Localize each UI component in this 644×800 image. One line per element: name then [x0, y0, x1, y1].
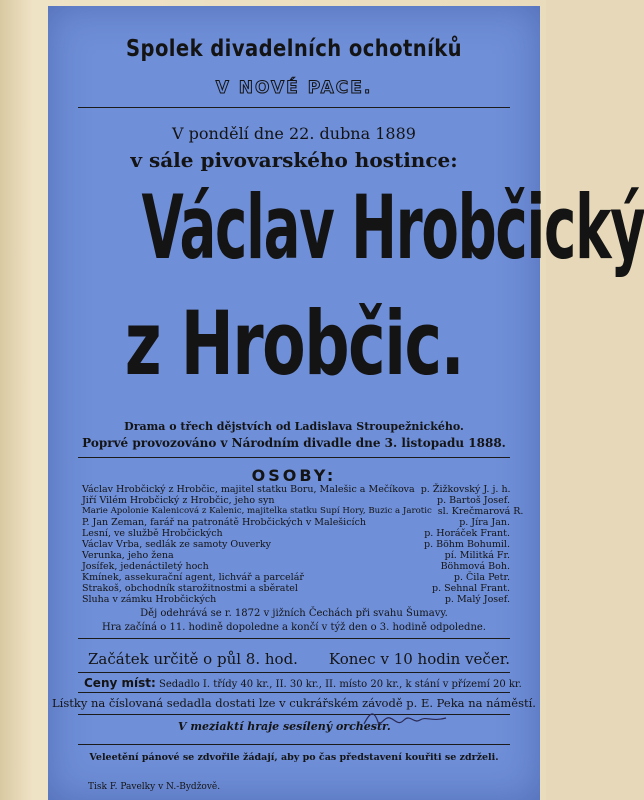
play-setting: Děj odehrává se r. 1872 v jižních Čechách při svahu Šumavy. [140, 608, 448, 619]
cast-heading: OSOBY: [251, 466, 337, 485]
play-premiere: Poprvé provozováno v Národním divadle dne 3. listopadu 1888. [82, 436, 506, 450]
cast-row [82, 484, 510, 495]
tickets-info: Lístky na číslovaná sedadla dostati lze v cukrářském závodě p. E. Peka na náměstí. [52, 696, 536, 710]
cast-role: Václav Hrobčický z Hrobčic, majitel statku Boru, Malešic a Mečíkova [82, 484, 415, 495]
cast-role: P. Jan Zeman, farář na patronátě Hrobčických v Malešicích [82, 517, 367, 528]
orchestra-note: V meziaktí hraje sesílený orchestr. [178, 720, 391, 733]
cast-row [82, 561, 510, 572]
cast-actor: p. Böhm Bohumil. [423, 539, 510, 550]
cast-role: Josífek, jedenáctiletý hoch [82, 561, 209, 572]
town-name: V NOVÉ PACE. [215, 78, 373, 98]
cast-role: Jiří Vilém Hrobčický z Hrobčic, jeho syn [82, 495, 275, 506]
cast-row [82, 517, 510, 528]
prices-text: Sedadlo I. třídy 40 kr., II. 30 kr., II. místo 20 kr., k stání v přízemí 20 kr. [158, 679, 522, 690]
cast-actor: p. Horáček Frant. [424, 528, 510, 539]
cast-row [82, 528, 510, 539]
cast-role: Lesní, ve službě Hrobčických [82, 528, 223, 539]
cast-row [82, 583, 510, 594]
cast-role: Verunka, jeho žena [82, 550, 174, 561]
cast-actor: p. Čila Petr. [453, 572, 510, 583]
cast-actor: p. Žižkovský J. j. h. [420, 484, 511, 495]
prices-line [84, 676, 522, 690]
cast-role: Marie Apolonie Kalenicová z Kalenic, majitelka statku Supí Hory, Buzic a Jarotic [82, 506, 432, 516]
divider [78, 672, 510, 673]
cast-row [82, 506, 524, 517]
cast-actor: Böhmová Boh. [440, 561, 510, 572]
theatre-poster [48, 6, 644, 800]
play-subtitle: Drama o třech dějstvích od Ladislava Stroupežnického. [124, 420, 464, 433]
cast-list [82, 484, 524, 605]
cast-row [82, 594, 510, 605]
play-title-line1: Václav Hrobčický [141, 176, 644, 279]
cast-actor: p. Jíra Jan. [459, 517, 510, 528]
event-venue: v sále pivovarského hostince: [130, 148, 458, 172]
cast-row [82, 572, 510, 583]
cast-row [82, 539, 510, 550]
divider [78, 107, 510, 108]
cast-actor: p. Bartoš Josef. [437, 495, 510, 506]
cast-role: Strakoš, obchodník starožitnostmi a sběratel [82, 583, 298, 594]
cast-role: Sluha v zámku Hrobčických [82, 594, 217, 605]
cast-row [82, 495, 510, 506]
play-title-line2: z Hrobčic. [124, 292, 464, 395]
cast-actor: sl. Krečmarová R. [437, 506, 524, 517]
start-time: Začátek určitě o půl 8. hod. [88, 650, 298, 668]
cast-actor: pí. Militká Fr. [444, 550, 510, 561]
divider [78, 638, 510, 639]
cast-actor: p. Malý Josef. [444, 594, 510, 605]
cast-row [82, 550, 510, 561]
cast-actor: p. Sehnal Frant. [432, 583, 510, 594]
prices-label: Ceny míst: [84, 676, 156, 690]
divider [78, 692, 510, 693]
handwritten-signature [360, 706, 450, 732]
printer-credit: Tisk F. Pavelky v N.-Bydžově. [88, 782, 221, 792]
smoking-request: Veleetění pánové se zdvořile žádají, aby po čas představení kouřiti se zdrželi. [89, 752, 499, 763]
divider [78, 744, 510, 745]
end-time: Konec v 10 hodin večer. [328, 650, 510, 668]
cast-role: Kmínek, assekurační agent, lichvář a parcelář [82, 572, 304, 583]
play-time-note: Hra začíná o 11. hodině dopoledne a končí v týž den o 3. hodině odpoledne. [102, 622, 486, 633]
cast-role: Václav Vrba, sedlák ze samoty Ouverky [82, 539, 271, 550]
divider [78, 457, 510, 458]
society-name: Spolek divadelních ochotníků [126, 36, 462, 62]
event-date: V pondělí dne 22. dubna 1889 [172, 124, 416, 143]
